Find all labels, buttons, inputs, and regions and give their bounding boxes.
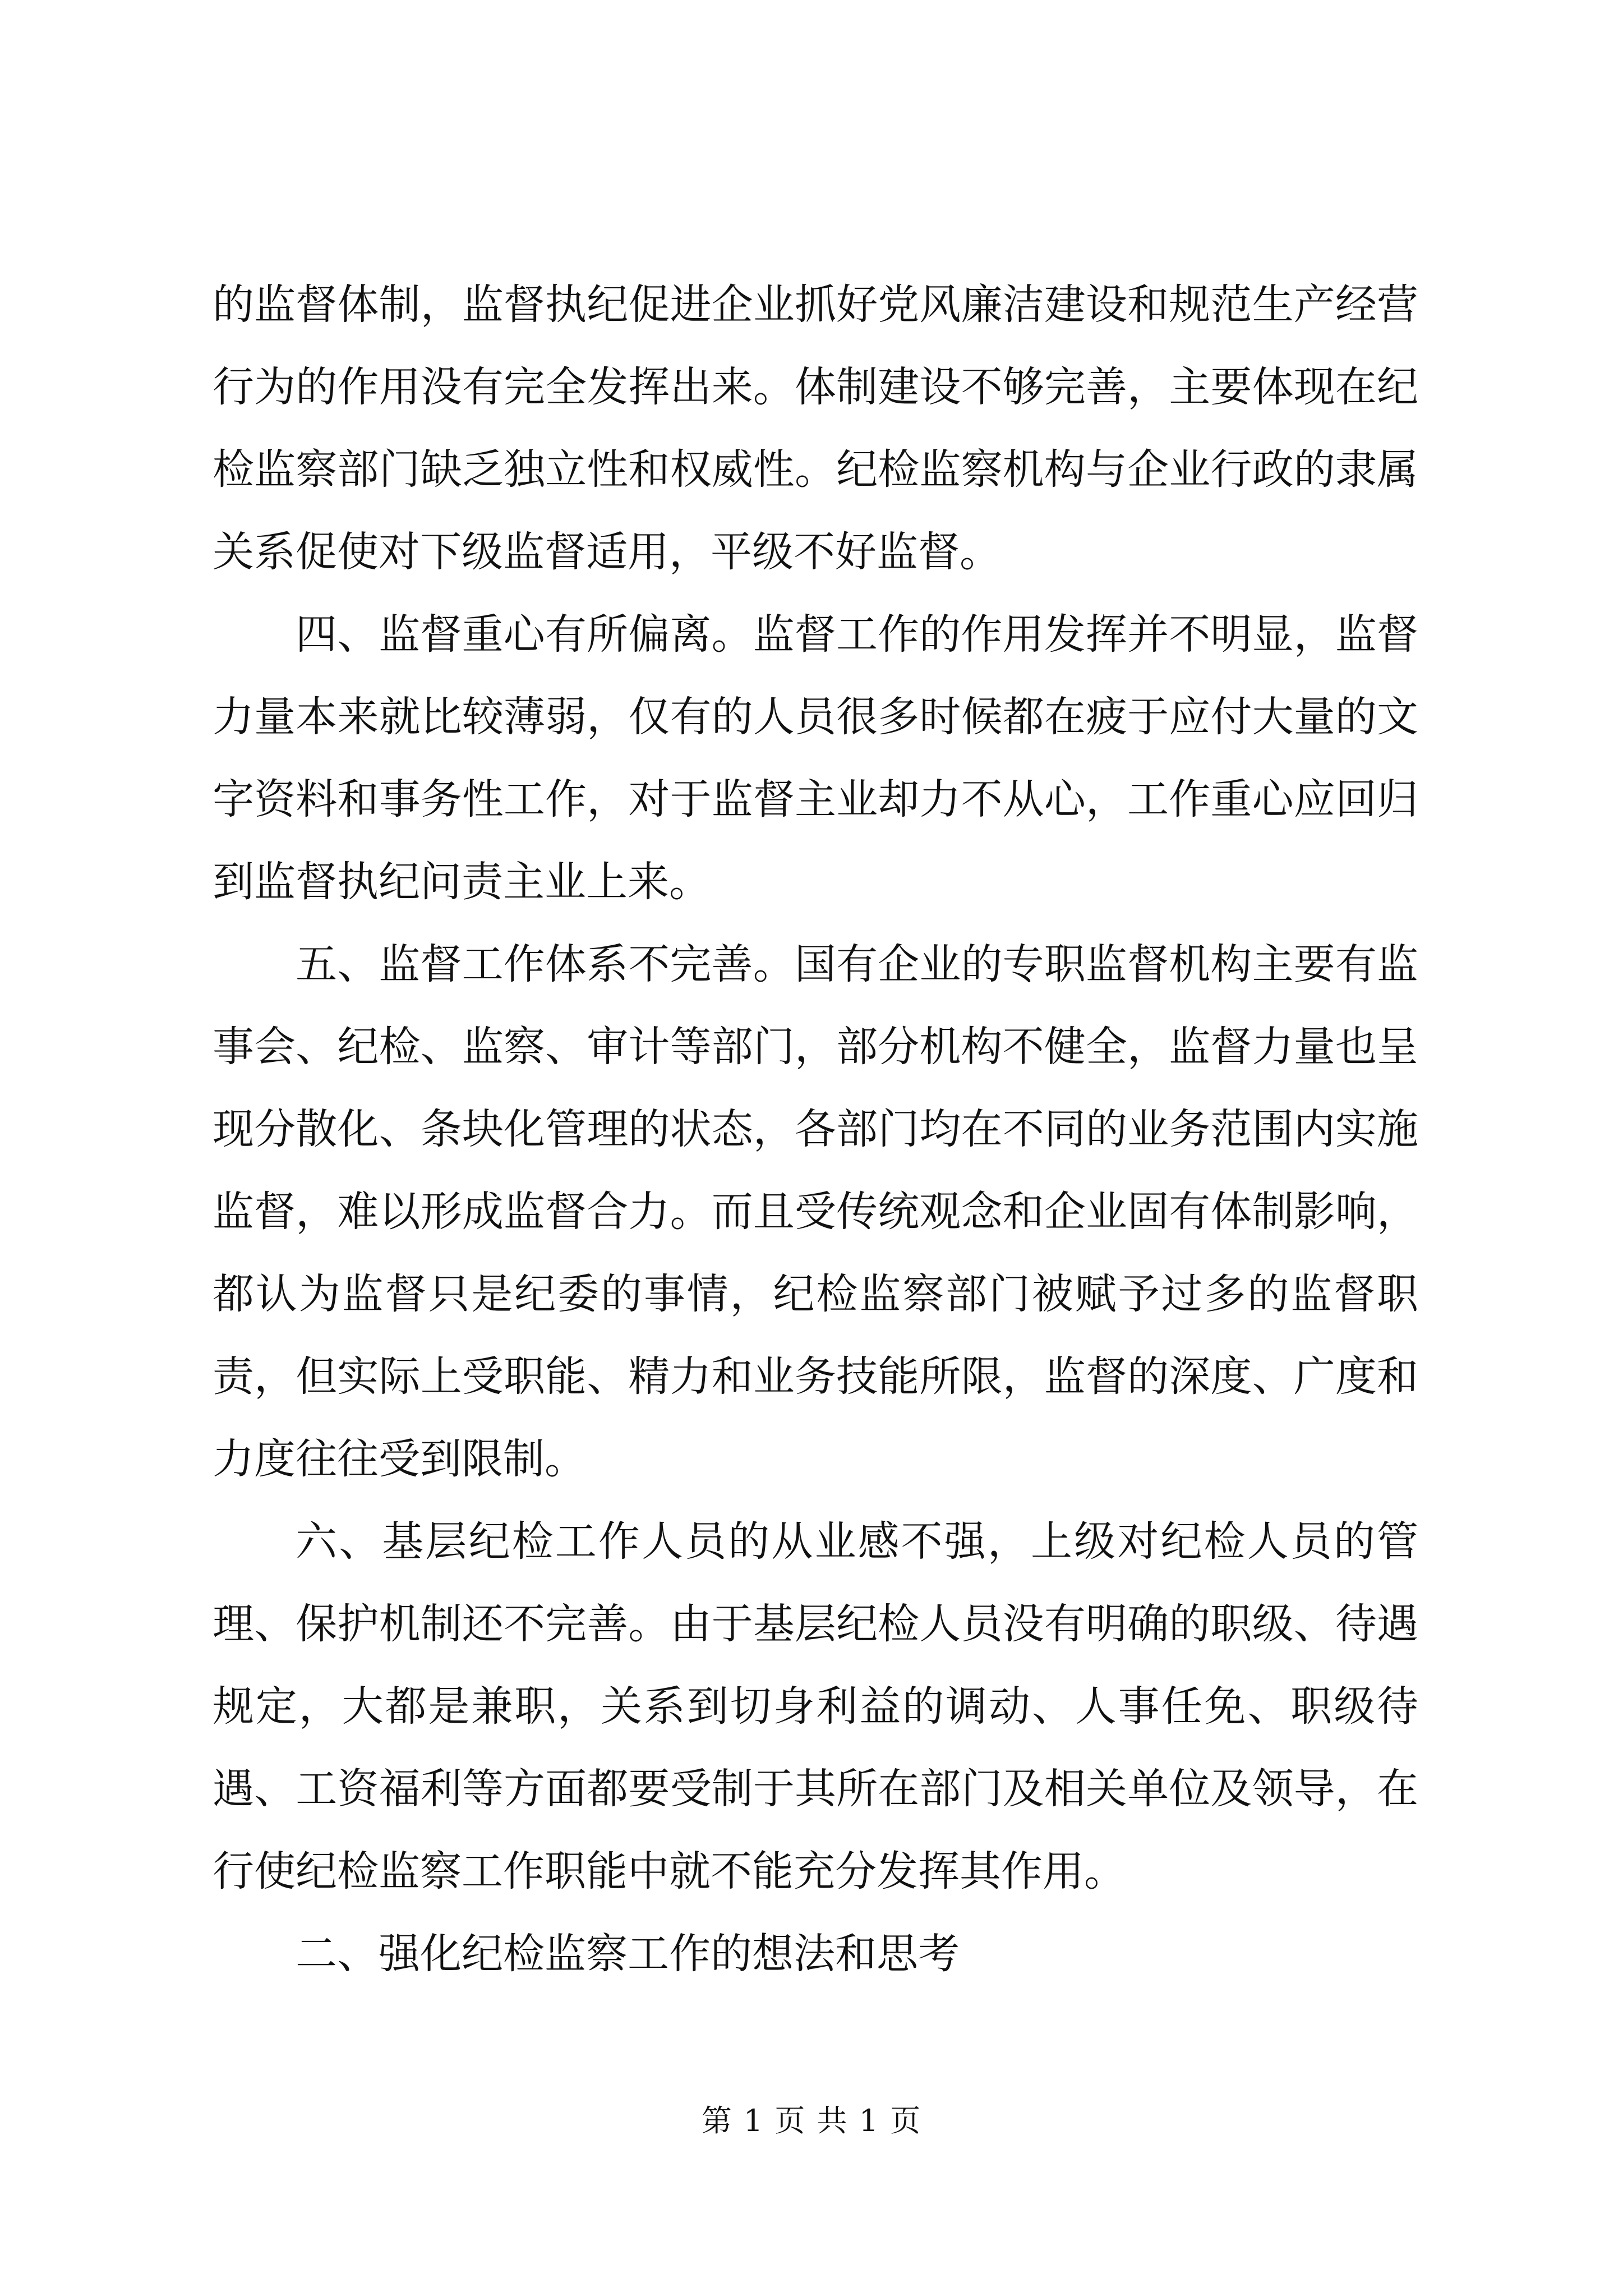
paragraph-continuation: 的监督体制，监督执纪促进企业抓好党风廉洁建设和规范生产经营行为的作用没有完全发挥出来。体制建设不够完善，主要体现在纪检监察部门缺乏独立性和权威性。纪检监察机构与企业行政的隶属关系促使对下级监督适用，平级不好监督。	[213, 280, 1418, 576]
document-body	[213, 264, 1418, 1995]
paragraph-section-four: 四、监督重心有所偏离。监督工作的作用发挥并不明显，监督力量本来就比较薄弱，仅有的人员很多时候都在疲于应付大量的文字资料和事务性工作，对于监督主业却力不从心，工作重心应回归到监督执纪问责主业上来。	[213, 610, 1418, 906]
paragraph-section-six: 六、基层纪检工作人员的从业感不强，上级对纪检人员的管理、保护机制还不完善。由于基层纪检人员没有明确的职级、待遇规定，大都是兼职，关系到切身利益的调动、人事任免、职级待遇、工资福利等方面都要受制于其所在部门及相关单位及领导，在行使纪检监察工作职能中就不能充分发挥其作用。	[213, 1517, 1418, 1895]
section-heading-two: 二、强化纪检监察工作的想法和思考	[296, 1930, 960, 1978]
paragraph-section-five: 五、监督工作体系不完善。国有企业的专职监督机构主要有监事会、纪检、监察、审计等部门，部分机构不健全，监督力量也呈现分散化、条块化管理的状态，各部门均在不同的业务范围内实施监督，难以形成监督合力。而且受传统观念和企业固有体制影响，都认为监督只是纪委的事情，纪检监察部门被赋予过多的监督职责，但实际上受职能、精力和业务技能所限，监督的深度、广度和力度往往受到限制。	[213, 940, 1418, 1483]
page-footer: 第 1 页 共 1 页	[701, 2103, 922, 2138]
